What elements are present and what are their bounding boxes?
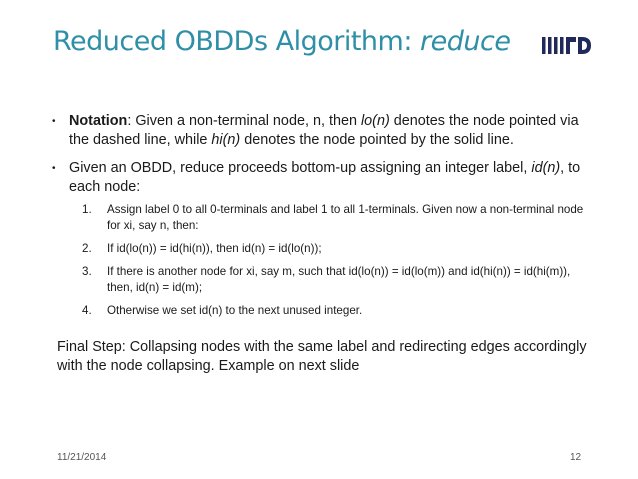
bullet-text: denotes the node pointed via the dashed line, while [69, 113, 579, 148]
hi-term: hi(n) [211, 132, 241, 148]
step-text: If there is another node for xi, say m, such that id(lo(n)) = id(lo(m)) and id(hi(n)) = id(hi(m)), then, id(n) = id(m); [107, 265, 571, 294]
bullet-text: Given an OBDD, reduce proceeds bottom-up assigning an integer label, [69, 160, 532, 176]
bullet-dot-icon: • [52, 116, 56, 127]
bullet-reduce [52, 159, 592, 319]
list-item [69, 264, 592, 296]
slide-title [53, 26, 510, 57]
step-text: Assign label 0 to all 0-terminals and label 1 to all 1-terminals. Given now a non-terminal node for xi, say n, then: [107, 203, 584, 232]
bullet-dot-icon: • [52, 163, 56, 174]
id-term: id(n) [531, 160, 561, 176]
bullet-notation [52, 112, 592, 150]
step-list [69, 202, 592, 319]
title-main: Reduced OBDDs Algorithm: [53, 26, 421, 57]
step-number: 4. [82, 304, 92, 317]
step-text: If id(lo(n)) = id(hi(n)), then id(n) = id(lo(n)); [107, 242, 322, 255]
bullet-text: , to each node: [69, 160, 581, 195]
step-text: Otherwise we set id(n) to the next unused integer. [107, 304, 363, 317]
list-item [69, 241, 592, 257]
slide-body [52, 112, 592, 328]
list-item [69, 303, 592, 319]
bullet-text: : Given a non-terminal node, n, then [127, 113, 361, 129]
lo-term: lo(n) [360, 113, 390, 129]
slide-date: 11/21/2014 [57, 452, 107, 463]
step-number: 3. [82, 265, 92, 278]
page-number: 12 [570, 452, 582, 463]
bullet-text: denotes the node pointed by the solid line. [240, 132, 514, 148]
final-step-text: Final Step: Collapsing nodes with the same label and redirecting edges accordingly with the node collapsing. Example on next slide [57, 339, 587, 374]
list-item [69, 202, 592, 234]
logo-icon [542, 34, 592, 56]
title-emphasis: reduce [420, 26, 511, 57]
step-number: 1. [82, 203, 92, 216]
notation-label: Notation [69, 113, 128, 129]
step-number: 2. [82, 242, 92, 255]
